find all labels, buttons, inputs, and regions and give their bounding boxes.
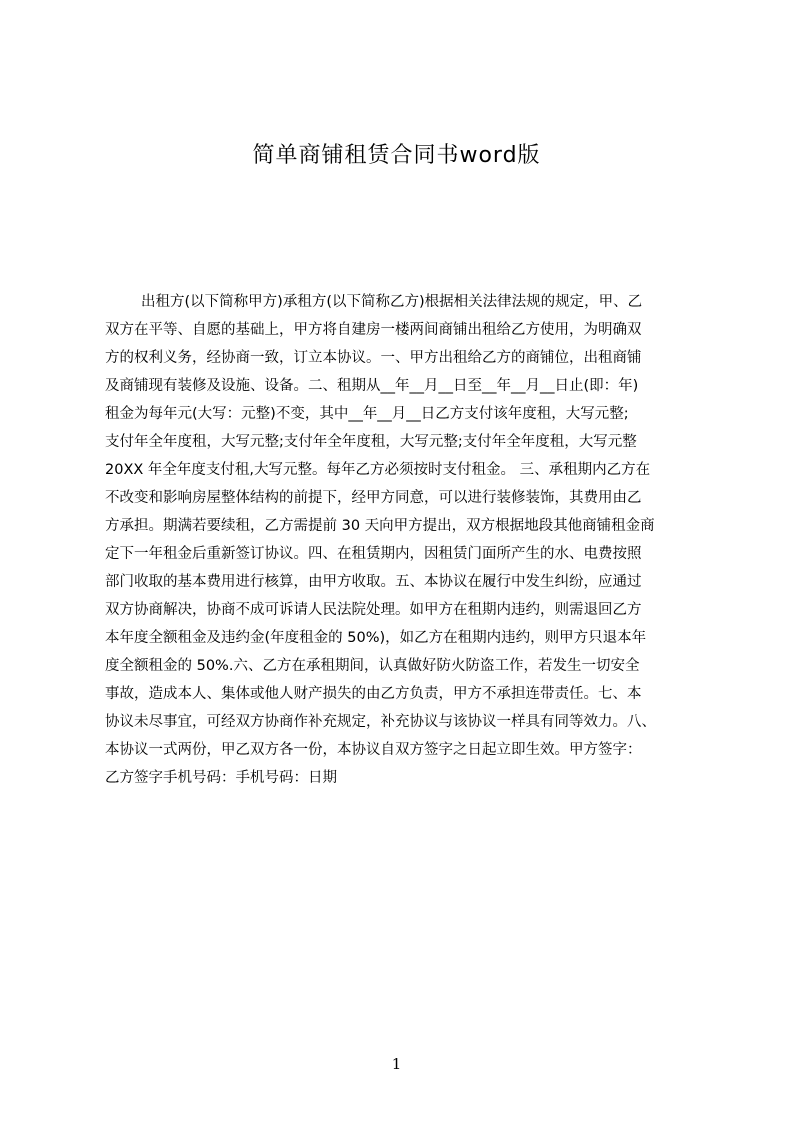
body-line-13: 本年度全额租金及违约金(年度租金的 50%)，如乙方在租期内违约，则甲方只退本年 [105,630,647,646]
body-line-12: 双方协商解决，协商不成可诉请人民法院处理。如甲方在租期内违约，则需退回乙方 [105,602,642,618]
body-line-16: 协议未尽事宜，可经双方协商作补充规定，补充协议与该协议一样具有同等效力。八、 [105,714,656,730]
body-line-17: 本协议一式两份，甲乙双方各一份，本协议自双方签字之日起立即生效。甲方签字： [105,742,642,758]
page-number: 1 [391,1055,402,1073]
body-line-6: 支付年全年度租，大写元整;支付年全年度租，大写元整;支付年全年度租，大写元整 [105,434,637,450]
body-line-2: 双方在平等、自愿的基础上，甲方将自建房一楼两间商铺出租给乙方使用，为明确双 [105,322,642,338]
body-line-9: 方承担。期满若要续租，乙方需提前 30 天向甲方提出，双方根据地段其他商铺租金商 [105,518,655,534]
body-line-5: 租金为每年元(大写：元整)不变，其中__年__月__日乙方支付该年度租，大写元整; [105,406,629,422]
body-line-10: 定下一年租金后重新签订协议。四、在租赁期内，因租赁门面所产生的水、电费按照 [105,546,642,562]
body-line-1: 出租方(以下简称甲方)承租方(以下简称乙方)根据相关法律法规的规定，甲、乙 [141,294,643,310]
body-line-7: 20XX 年全年度支付租,大写元整。每年乙方必须按时支付租金。 三、承租期内乙方在 [105,462,651,478]
body-line-18: 乙方签字手机号码：手机号码：日期 [105,770,337,786]
body-line-4: 及商铺现有装修及设施、设备。二、租期从__年__月__日至__年__月__日止(即：年) [105,378,639,394]
body-line-11: 部门收取的基本费用进行核算，由甲方收取。五、本协议在履行中发生纠纷，应通过 [105,574,642,590]
body-line-8: 不改变和影响房屋整体结构的前提下，经甲方同意，可以进行装修装饰，其费用由乙 [105,490,642,506]
document-body [105,288,695,792]
body-line-15: 事故，造成本人、集体或他人财产损失的由乙方负责，甲方不承担连带责任。七、本 [105,686,642,702]
body-line-14: 度全额租金的 50%.六、乙方在承租期间，认真做好防火防盗工作，若发生一切安全 [105,658,640,674]
document-title: 简单商铺租赁合同书word版 [252,143,541,168]
body-line-3: 方的权利义务，经协商一致，订立本协议。一、甲方出租给乙方的商铺位，出租商铺 [105,350,642,366]
